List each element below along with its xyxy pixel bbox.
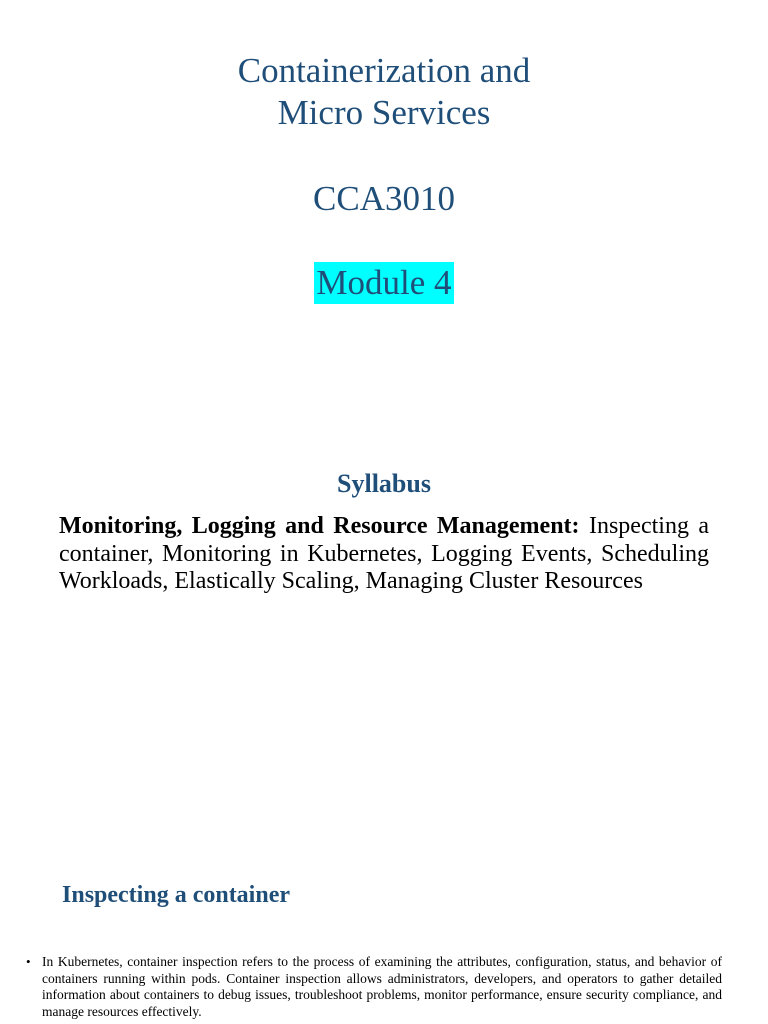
course-title-line-2: Micro Services <box>277 93 491 132</box>
module-label-wrap <box>0 262 768 304</box>
inspect-slide <box>0 868 768 1024</box>
unit-topics: Inspecting a container, Monitoring in Kubernetes, Logging Events, Scheduling Workloads, Elastically Scaling, Managing Cluster Resources <box>59 513 710 594</box>
course-code: CCA3010 <box>313 179 455 218</box>
inspect-heading: Inspecting a container <box>62 882 290 908</box>
course-title-line-1: Containerization and <box>237 51 531 90</box>
unit-title: Monitoring, Logging and Resource Management: <box>59 513 589 539</box>
syllabus-slide <box>0 440 768 840</box>
bullet-icon: • <box>26 954 31 969</box>
title-slide <box>0 0 768 440</box>
module-label: Module 4 <box>316 263 452 302</box>
syllabus-heading: Syllabus <box>337 469 431 498</box>
course-title <box>0 50 768 134</box>
syllabus-body <box>59 513 709 596</box>
bullet-text: In Kubernetes, container inspection refers to the process of examining the attributes, configuration, status, and behavior of containers running within pods. Container inspection allows administrators, developers, and operators to gather detailed information about containers to debug issues, troubleshoot problems, monitor performance, ensure security compliance, and manage resources effectively. <box>42 954 722 1019</box>
